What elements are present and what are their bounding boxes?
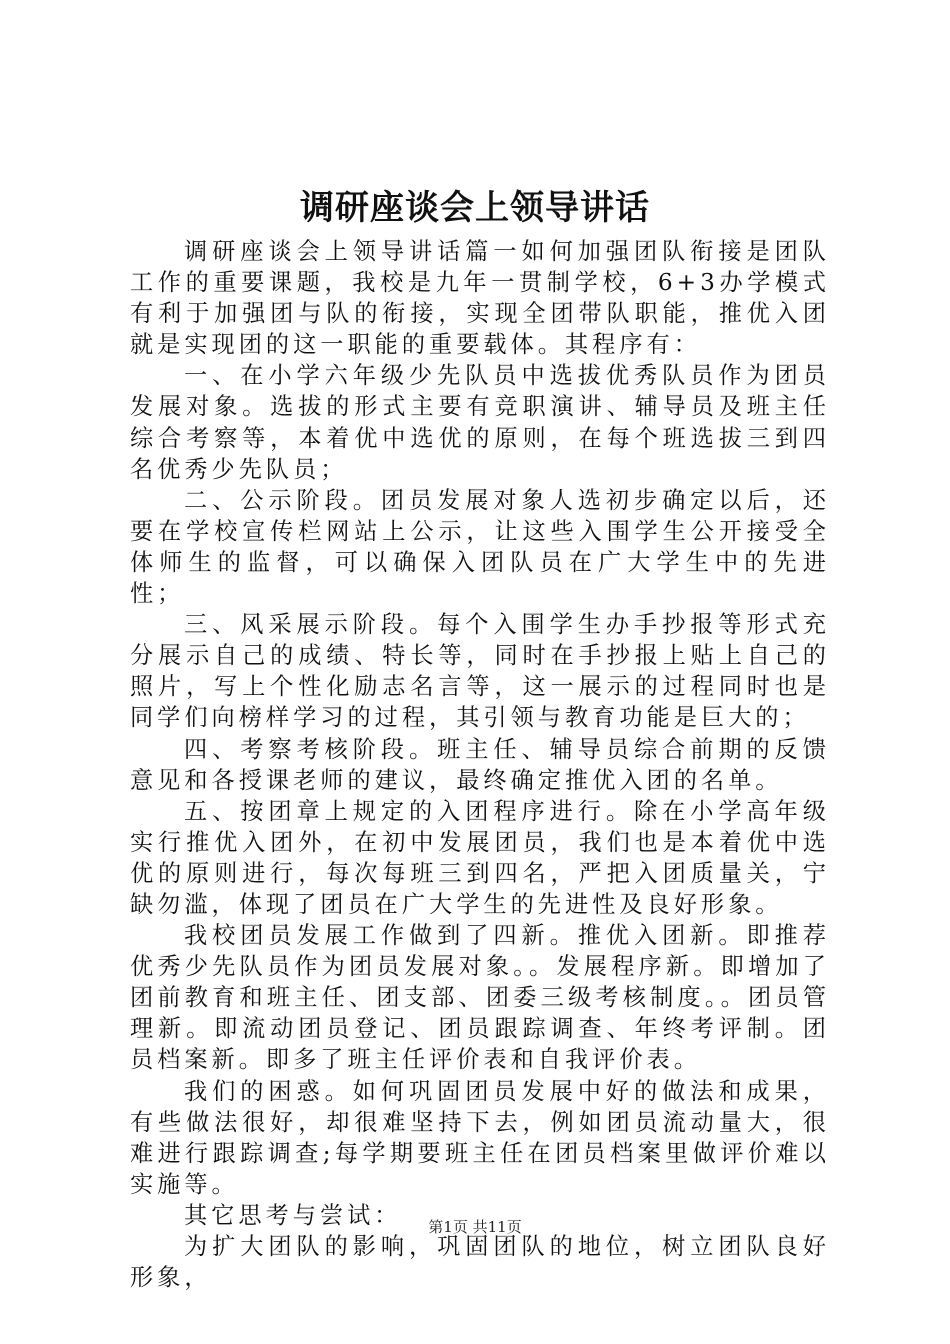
document-body (130, 236, 830, 1293)
paragraph: 其它思考与尝试： (184, 1201, 402, 1229)
paragraph: 二、公示阶段。团员发展对象人选初步确定以后，还要在学校宣传栏网站上公示，让这些入围学生公开接受全体师生的监督，可以确保入团队员在广大学生中的先进性； (130, 486, 830, 608)
document-title: 调研座谈会上领导讲话 (300, 188, 650, 228)
page-number-footer: 第1页 共11页 (428, 1218, 522, 1236)
paragraph: 一、在小学六年级少先队员中选拔优秀队员作为团员发展对象。选拔的形式主要有竞职演讲、辅导员及班主任综合考察等，本着优中选优的原则，在每个班选拔三到四名优秀少先队员； (130, 362, 830, 483)
paragraph: 五、按团章上规定的入团程序进行。除在小学高年级实行推优入团外，在初中发展团员，我们也是本着优中选优的原则进行，每次每班三到四名，严把入团质量关，宁缺勿滥，体现了团员在广大学生的先进性及良好形象。 (130, 797, 830, 918)
paragraph: 我校团员发展工作做到了四新。推优入团新。即推荐优秀少先队员作为团员发展对象。。发展程序新。即增加了团前教育和班主任、团支部、团委三级考核制度。。团员管理新。即流动团员登记、团员跟踪调查、年终考评制。团员档案新。即多了班主任评价表和自我评价表。 (130, 922, 830, 1074)
paragraph: 我们的困惑。如何巩固团员发展中好的做法和成果，有些做法很好，却很难坚持下去，例如团员流动量大，很难进行跟踪调查;每学期要班主任在团员档案里做评价难以实施等。 (130, 1077, 830, 1198)
paragraph: 四、考察考核阶段。班主任、辅导员综合前期的反馈意见和各授课老师的建议，最终确定推优入团的名单。 (130, 735, 830, 794)
paragraph: 调研座谈会上领导讲话篇一如何加强团队衔接是团队工作的重要课题，我校是九年一贯制学校，6+3办学模式有利于加强团与队的衔接，实现全团带队职能，推优入团就是实现团的这一职能的重要载体。其程序有： (130, 238, 830, 359)
paragraph: 为扩大团队的影响，巩固团队的地位，树立团队良好形象， (130, 1233, 830, 1292)
paragraph: 三、风采展示阶段。每个入围学生办手抄报等形式充分展示自己的成绩、特长等，同时在手抄报上贴上自己的照片，写上个性化励志名言等，这一展示的过程同时也是同学们向榜样学习的过程，其引领与教育功能是巨大的； (130, 611, 830, 732)
